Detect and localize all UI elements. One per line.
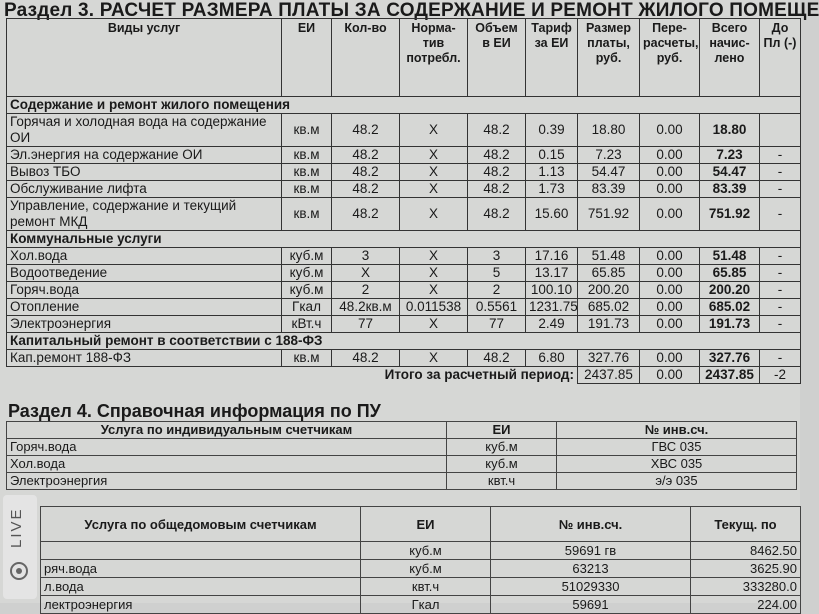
charge-cell: Вывоз ТБО [7, 164, 282, 181]
common-meter-row [41, 578, 801, 596]
charge-cell: 83.39 [700, 181, 760, 198]
charge-cell: 48.2 [332, 114, 400, 147]
charge-cell: 0.00 [640, 350, 700, 367]
charge-cell: - [760, 350, 801, 367]
charge-cell: кВт.ч [282, 316, 332, 333]
charge-cell: 685.02 [578, 299, 640, 316]
charge-cell: X [400, 198, 468, 231]
charge-cell: 1.73 [526, 181, 578, 198]
individual-meter-cell: ХВС 035 [557, 456, 797, 473]
total-accrued: 2437.85 [700, 367, 760, 384]
charge-cell: 51.48 [578, 248, 640, 265]
section-4-title: Раздел 4. Справочная информация по ПУ [8, 401, 381, 421]
charge-cell: 54.47 [578, 164, 640, 181]
charge-cell: 1.13 [526, 164, 578, 181]
charge-cell: 751.92 [700, 198, 760, 231]
individual-meter-cell: куб.м [447, 456, 557, 473]
group-name: Коммунальные услуги [7, 231, 801, 248]
charge-cell: - [760, 316, 801, 333]
charge-cell: Электроэнергия [7, 316, 282, 333]
charge-cell: 0.00 [640, 198, 700, 231]
individual-meter-cell: Хол.вода [7, 456, 447, 473]
charge-cell: 83.39 [578, 181, 640, 198]
charge-cell: 0.00 [640, 164, 700, 181]
charge-cell: Обслуживание лифта [7, 181, 282, 198]
common-meter-cell: 224.00 [691, 596, 801, 614]
total-extra: -2 [760, 367, 801, 384]
total-amount: 2437.85 [578, 367, 640, 384]
charge-cell: кв.м [282, 181, 332, 198]
charge-row [7, 114, 801, 147]
common-meter-cell [41, 542, 361, 560]
charge-cell: 7.23 [700, 147, 760, 164]
charge-cell: кв.м [282, 198, 332, 231]
charge-cell: 77 [468, 316, 526, 333]
charge-cell: кв.м [282, 114, 332, 147]
charge-cell: 0.00 [640, 248, 700, 265]
individual-meter-cell: Горяч.вода [7, 439, 447, 456]
individual-header-meter: № инв.сч. [557, 422, 797, 439]
charge-cell: 0.00 [640, 316, 700, 333]
charge-cell: куб.м [282, 282, 332, 299]
charge-cell: 191.73 [700, 316, 760, 333]
charge-cell: 65.85 [578, 265, 640, 282]
charge-cell: - [760, 147, 801, 164]
common-meter-cell: 59691 гв [491, 542, 691, 560]
charge-cell: 17.16 [526, 248, 578, 265]
charge-row [7, 147, 801, 164]
charge-cell: Водоотведение [7, 265, 282, 282]
common-meter-cell: Гкал [361, 596, 491, 614]
individual-meter-cell: э/э 035 [557, 473, 797, 490]
common-meter-cell: куб.м [361, 542, 491, 560]
charge-cell: X [400, 282, 468, 299]
charge-cell: 0.011538 [400, 299, 468, 316]
charge-cell: Горяч.вода [7, 282, 282, 299]
charge-row [7, 248, 801, 265]
charge-cell: 7.23 [578, 147, 640, 164]
charge-cell: 0.00 [640, 114, 700, 147]
charge-cell: 200.20 [578, 282, 640, 299]
common-meter-cell: 51029330 [491, 578, 691, 596]
charge-cell: 48.2 [332, 198, 400, 231]
group-name: Содержание и ремонт жилого помещения [7, 97, 801, 114]
common-meter-cell: 63213 [491, 560, 691, 578]
charge-cell: X [332, 265, 400, 282]
header-norm: Норма-тив потребл. [400, 19, 468, 97]
charge-cell: 100.10 [526, 282, 578, 299]
header-amount: Размер платы, руб. [578, 19, 640, 97]
charge-cell: - [760, 265, 801, 282]
total-row [7, 367, 801, 384]
charge-cell: 5 [468, 265, 526, 282]
common-header-service: Услуга по общедомовым счетчикам [41, 507, 361, 542]
header-tariff: Тариф за ЕИ [526, 19, 578, 97]
charge-cell: куб.м [282, 265, 332, 282]
header-volume: Объем в ЕИ [468, 19, 526, 97]
charge-row [7, 299, 801, 316]
charge-cell: 48.2 [332, 147, 400, 164]
charge-cell: 685.02 [700, 299, 760, 316]
charge-cell: 0.00 [640, 299, 700, 316]
group-name: Капитальный ремонт в соответствии с 188-ФЗ [7, 333, 801, 350]
charge-cell: 1231.75 [526, 299, 578, 316]
header-quantity: Кол-во [332, 19, 400, 97]
individual-meter-row [7, 456, 797, 473]
common-meter-row [41, 596, 801, 614]
charge-cell [760, 114, 801, 147]
charge-cell: 2 [468, 282, 526, 299]
common-meter-cell: куб.м [361, 560, 491, 578]
charge-cell: 18.80 [578, 114, 640, 147]
charge-cell: 15.60 [526, 198, 578, 231]
total-recalc: 0.00 [640, 367, 700, 384]
charges-table [6, 18, 801, 384]
charge-cell: Гкал [282, 299, 332, 316]
charge-cell: 191.73 [578, 316, 640, 333]
charge-cell: X [400, 350, 468, 367]
individual-header-unit: ЕИ [447, 422, 557, 439]
common-meter-row [41, 542, 801, 560]
charge-cell: куб.м [282, 248, 332, 265]
charge-cell: 0.00 [640, 265, 700, 282]
charge-cell: 51.48 [700, 248, 760, 265]
common-header-meter: № инв.сч. [491, 507, 691, 542]
charge-cell: X [400, 248, 468, 265]
charge-cell: 48.2 [468, 181, 526, 198]
charge-cell: 48.2 [332, 181, 400, 198]
charge-cell: 0.00 [640, 147, 700, 164]
common-meter-cell: квт.ч [361, 578, 491, 596]
charge-cell: - [760, 299, 801, 316]
charge-cell: X [400, 181, 468, 198]
charge-cell: X [400, 265, 468, 282]
common-meter-cell: лектроэнергия [41, 596, 361, 614]
charge-row [7, 350, 801, 367]
common-meter-cell: 59691 [491, 596, 691, 614]
charge-cell: - [760, 198, 801, 231]
charge-cell: 6.80 [526, 350, 578, 367]
charge-cell: 65.85 [700, 265, 760, 282]
header-extra: До Пл (-) [760, 19, 801, 97]
section-3-title: Раздел 3. РАСЧЕТ РАЗМЕРА ПЛАТЫ ЗА СОДЕРЖАНИЕ И РЕМОНТ ЖИЛОГО ПОМЕЩЕ [4, 0, 819, 21]
header-service: Виды услуг [7, 19, 282, 97]
charge-cell: 751.92 [578, 198, 640, 231]
charge-cell: Кап.ремонт 188-ФЗ [7, 350, 282, 367]
header-recalc: Пере-расчеты, руб. [640, 19, 700, 97]
individual-meter-cell: квт.ч [447, 473, 557, 490]
group-header-row [7, 231, 801, 248]
live-photo-icon [10, 562, 28, 580]
charge-cell: 48.2кв.м [332, 299, 400, 316]
charge-cell: 2 [332, 282, 400, 299]
charge-cell: кв.м [282, 164, 332, 181]
header-accrued: Всего начис-лено [700, 19, 760, 97]
common-meter-cell: л.вода [41, 578, 361, 596]
charge-row [7, 198, 801, 231]
charge-cell: 48.2 [468, 350, 526, 367]
total-label: Итого за расчетный период: [384, 367, 574, 383]
charge-cell: 77 [332, 316, 400, 333]
charge-cell: 18.80 [700, 114, 760, 147]
common-meter-cell: 3625.90 [691, 560, 801, 578]
common-header-unit: ЕИ [361, 507, 491, 542]
charge-cell: - [760, 248, 801, 265]
charge-cell: 0.15 [526, 147, 578, 164]
charge-row [7, 316, 801, 333]
charge-cell: 48.2 [332, 164, 400, 181]
charge-row [7, 282, 801, 299]
charge-cell: - [760, 282, 801, 299]
common-meter-cell: 333280.0 [691, 578, 801, 596]
live-label: LIVE [8, 507, 25, 548]
charge-cell: Управление, содержание и текущий ремонт МКД [7, 198, 282, 231]
charge-cell: Горячая и холодная вода на содержание ОИ [7, 114, 282, 147]
charge-cell: 0.00 [640, 181, 700, 198]
charge-cell: 327.76 [700, 350, 760, 367]
charge-cell: 0.00 [640, 282, 700, 299]
individual-meters-table [6, 421, 797, 490]
individual-meter-cell: куб.м [447, 439, 557, 456]
charge-cell: 0.5561 [468, 299, 526, 316]
charge-cell: 48.2 [468, 198, 526, 231]
individual-meter-cell: Электроэнергия [7, 473, 447, 490]
charge-cell: 13.17 [526, 265, 578, 282]
group-header-row [7, 333, 801, 350]
charge-cell: X [400, 316, 468, 333]
charge-cell: 200.20 [700, 282, 760, 299]
charge-cell: кв.м [282, 350, 332, 367]
charge-cell: Хол.вода [7, 248, 282, 265]
common-meter-row [41, 560, 801, 578]
individual-meter-row [7, 439, 797, 456]
charge-cell: 3 [332, 248, 400, 265]
charge-cell: 48.2 [468, 147, 526, 164]
individual-header-service: Услуга по индивидуальным счетчикам [7, 422, 447, 439]
charge-row [7, 164, 801, 181]
charge-cell: X [400, 114, 468, 147]
common-meter-cell: 8462.50 [691, 542, 801, 560]
individual-meter-row [7, 473, 797, 490]
charge-cell: Отопление [7, 299, 282, 316]
charge-row [7, 181, 801, 198]
charge-cell: кв.м [282, 147, 332, 164]
group-header-row [7, 97, 801, 114]
charge-cell: X [400, 164, 468, 181]
charge-cell: 48.2 [468, 114, 526, 147]
charge-row [7, 265, 801, 282]
charge-cell: 2.49 [526, 316, 578, 333]
charge-cell: 48.2 [332, 350, 400, 367]
common-meters-table [40, 506, 801, 614]
charge-cell: - [760, 164, 801, 181]
header-unit: ЕИ [282, 19, 332, 97]
individual-meter-cell: ГВС 035 [557, 439, 797, 456]
common-header-current: Текущ. по [691, 507, 801, 542]
charge-cell: X [400, 147, 468, 164]
charge-cell: 327.76 [578, 350, 640, 367]
charge-cell: Эл.энергия на содержание ОИ [7, 147, 282, 164]
charge-cell: - [760, 181, 801, 198]
common-meter-cell: ряч.вода [41, 560, 361, 578]
charge-cell: 3 [468, 248, 526, 265]
charge-cell: 54.47 [700, 164, 760, 181]
charge-cell: 0.39 [526, 114, 578, 147]
charge-cell: 48.2 [468, 164, 526, 181]
